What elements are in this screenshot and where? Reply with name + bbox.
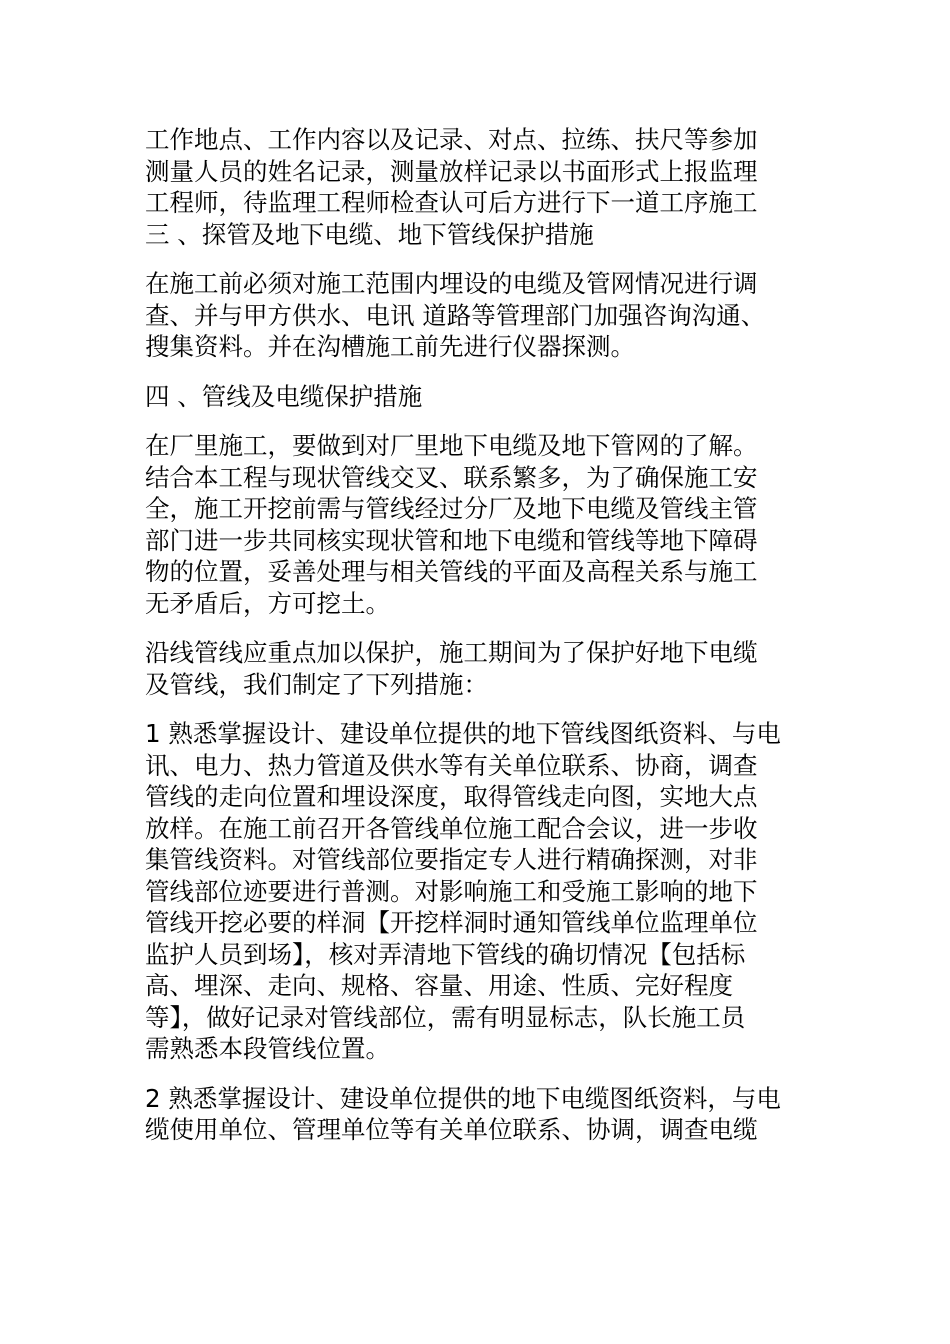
paragraph-survey-records [145, 124, 815, 250]
text-line: 无矛盾后，方可挖土。 [145, 588, 390, 618]
text-line: 管线的走向位置和埋设深度，取得管线走向图，实地大点 [145, 782, 758, 811]
text-line: 在施工前必须对施工范围内埋设的电缆及管网情况进行调 [145, 269, 758, 298]
text-line: 测量人员的姓名记录，测量放样记录以书面形式上报监理 [145, 156, 758, 186]
paragraph-factory-construction [145, 430, 815, 619]
text-line: 物的位置，妥善处理与相关管线的平面及高程关系与施工 [145, 557, 758, 586]
section-heading-4 [145, 381, 815, 413]
text-line: 结合本工程与现状管线交叉、联系繁多，为了确保施工安 [145, 462, 758, 492]
document-page [145, 124, 815, 1146]
list-item-1 [145, 718, 815, 1065]
text-line: 部门进一步共同核实现状管和地下电缆和管线等地下障碍 [145, 525, 758, 555]
text-line: 沿线管线应重点加以保护，施工期间为了保护好地下电缆 [145, 638, 758, 667]
text-line: 缆使用单位、管理单位等有关单位联系、协调，调查电缆 [145, 1115, 758, 1144]
section-heading-3: 三 、探管及地下电缆、地下管线保护措施 [145, 219, 594, 249]
text-line: 及管线，我们制定了下列措施： [145, 669, 488, 699]
paragraph-protection-intro [145, 637, 815, 700]
text-line: 需熟悉本段管线位置。 [145, 1034, 390, 1063]
text-line: 工程师，待监理工程师检查认可后方进行下一道工序施工 [145, 188, 758, 217]
text-line: 1 熟悉掌握设计、建设单位提供的地下管线图纸资料、与电 [145, 719, 781, 748]
text-line: 2 熟悉掌握设计、建设单位提供的地下电缆图纸资料，与电 [145, 1083, 781, 1113]
text-line: 查、并与甲方供水、电讯 道路等管理部门加强咨询沟通、 [145, 300, 766, 330]
heading-text: 四 、管线及电缆保护措施 [145, 381, 423, 411]
text-line: 全，施工开挖前需与管线经过分厂及地下电缆及管线主管 [145, 494, 758, 523]
text-line: 在厂里施工，要做到对厂里地下电缆及地下管网的了解。 [145, 431, 758, 460]
text-line: 搜集资料。并在沟槽施工前先进行仪器探测。 [145, 332, 635, 361]
text-line: 放样。在施工前召开各管线单位施工配合会议，进一步收 [145, 813, 758, 843]
text-line: 管线部位迹要进行普测。对影响施工和受施工影响的地下 [145, 876, 758, 906]
text-line: 高、埋深、走向、规格、容量、用途、性质、完好程度 [145, 971, 733, 1000]
text-line: 管线开挖必要的样洞【开挖样洞时通知管线单位监理单位 [145, 908, 758, 937]
text-line: 等】，做好记录对管线部位，需有明显标志，队长施工员 [145, 1002, 746, 1032]
text-line: 监护人员到场】，核对弄清地下管线的确切情况【包括标 [145, 939, 746, 969]
list-item-2 [145, 1083, 815, 1146]
paragraph-pre-construction-survey [145, 268, 815, 363]
text-line: 工作地点、工作内容以及记录、对点、拉练、扶尺等参加 [145, 125, 758, 154]
text-line: 讯、电力、热力管道及供水等有关单位联系、协商，调查 [145, 750, 758, 780]
text-line: 集管线资料。对管线部位要指定专人进行精确探测，对非 [145, 845, 758, 874]
